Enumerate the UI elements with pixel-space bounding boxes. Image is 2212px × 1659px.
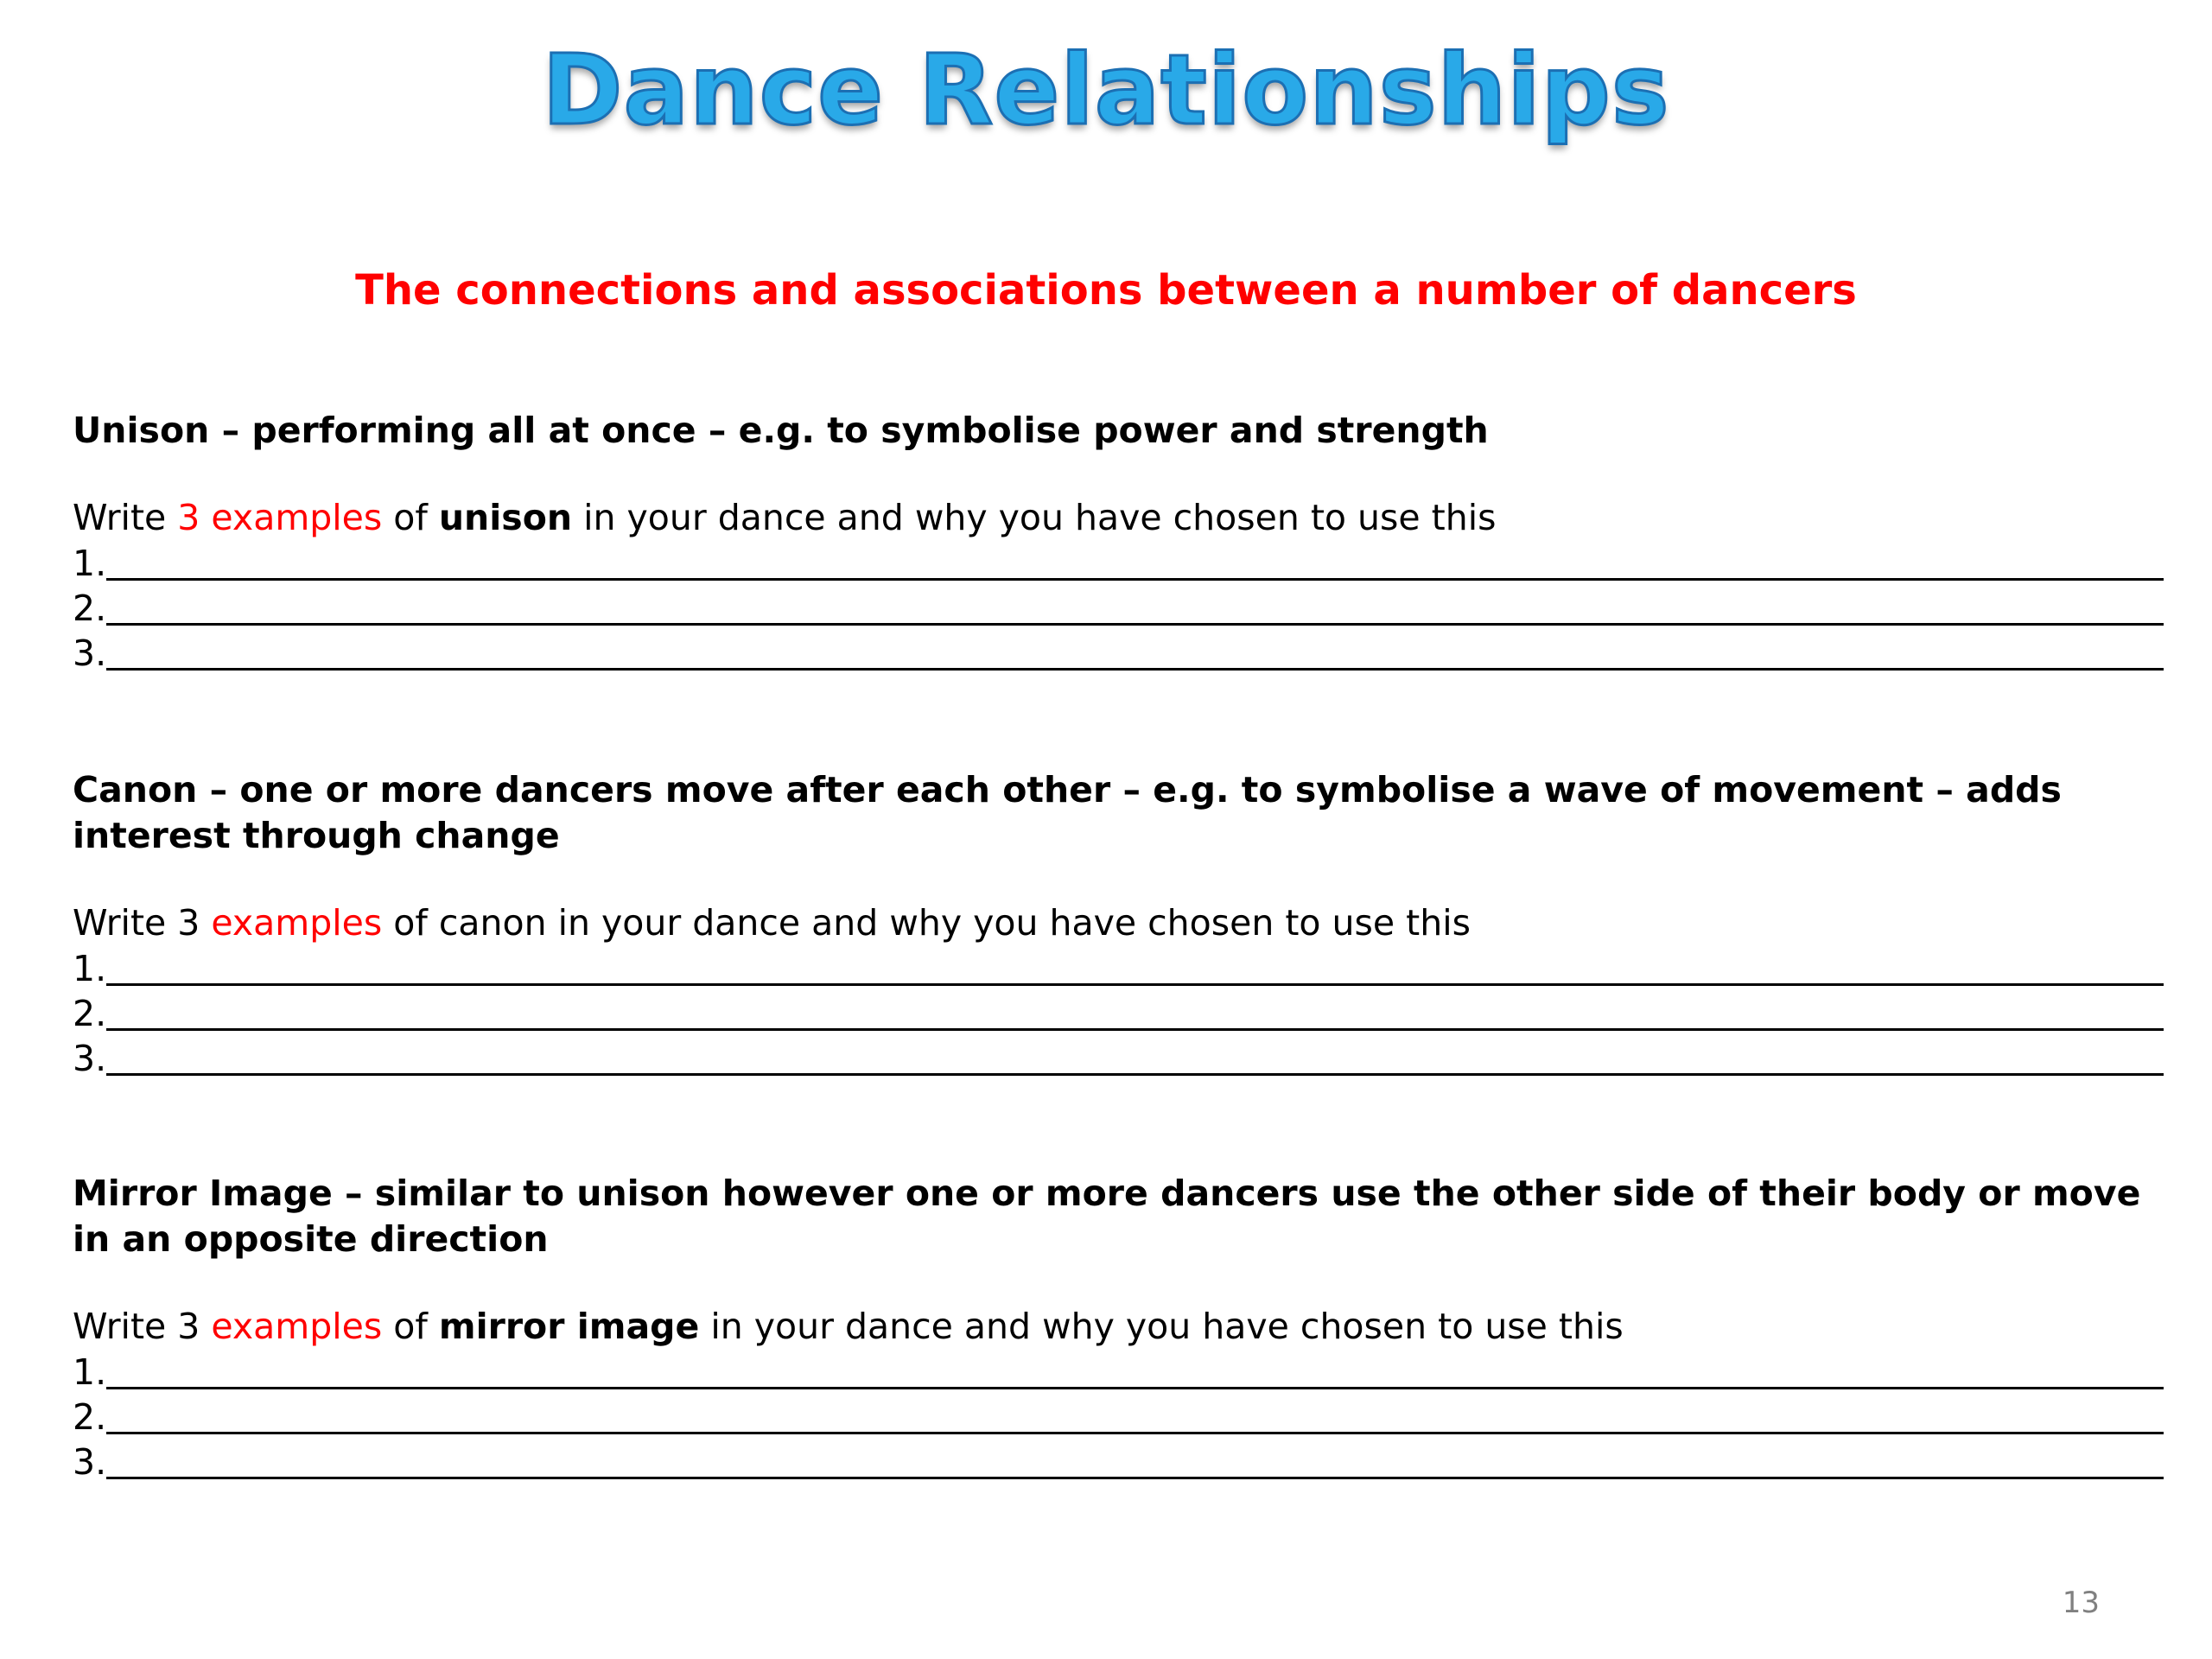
answer-line[interactable] xyxy=(73,1395,2164,1440)
answer-rule xyxy=(106,1028,2164,1031)
answer-rule xyxy=(106,668,2164,671)
section-prompt xyxy=(73,900,2164,946)
answer-number: 2. xyxy=(73,588,107,629)
section-heading: Mirror Image – similar to unison however one or more dancers use the other side of their body or move in an opposite direction xyxy=(73,1173,2141,1260)
prompt-text: Write 3 xyxy=(73,902,212,944)
answer-number: 1. xyxy=(73,543,107,584)
prompt-text: of xyxy=(382,497,439,538)
answer-rule xyxy=(106,1387,2164,1389)
answer-rule xyxy=(106,623,2164,626)
answer-rule xyxy=(106,1432,2164,1434)
answer-line[interactable] xyxy=(73,991,2164,1036)
answer-number: 1. xyxy=(73,1351,107,1393)
section-unison xyxy=(73,408,2164,676)
page-title: Dance Relationships xyxy=(542,35,1670,147)
section-canon xyxy=(73,767,2164,1081)
answer-rule xyxy=(106,1073,2164,1076)
answer-number: 2. xyxy=(73,993,107,1034)
answer-line[interactable] xyxy=(73,1036,2164,1081)
prompt-term: unison xyxy=(438,497,573,538)
answer-line[interactable] xyxy=(73,541,2164,586)
prompt-examples: examples xyxy=(211,902,383,944)
section-mirror-image xyxy=(73,1171,2164,1484)
answer-line[interactable] xyxy=(73,631,2164,676)
prompt-examples: examples xyxy=(211,1306,383,1347)
answer-line[interactable] xyxy=(73,586,2164,631)
prompt-text: of xyxy=(382,1306,439,1347)
answer-rule xyxy=(106,578,2164,581)
page-number: 13 xyxy=(2062,1586,2100,1620)
prompt-text: in your dance and why you have chosen to use this xyxy=(699,1306,1624,1347)
section-prompt xyxy=(73,1304,2164,1350)
answer-rule xyxy=(106,1477,2164,1479)
answer-number: 1. xyxy=(73,948,107,989)
page-subtitle: The connections and associations between a number of dancers xyxy=(355,266,1857,315)
prompt-count: 3 xyxy=(177,497,200,538)
answer-line[interactable] xyxy=(73,1440,2164,1484)
answer-number: 2. xyxy=(73,1396,107,1438)
answer-number: 3. xyxy=(73,1038,107,1079)
prompt-text: Write xyxy=(73,497,178,538)
section-prompt xyxy=(73,495,2164,541)
section-heading: Unison – performing all at once – e.g. to symbolise power and strength xyxy=(73,410,1489,451)
answer-number: 3. xyxy=(73,1441,107,1483)
prompt-text: Write 3 xyxy=(73,1306,212,1347)
prompt-text: of canon in your dance and why you have chosen to use this xyxy=(382,902,1471,944)
answer-line[interactable] xyxy=(73,1350,2164,1395)
answer-rule xyxy=(106,983,2164,986)
prompt-examples: examples xyxy=(211,497,383,538)
prompt-term: mirror image xyxy=(438,1306,700,1347)
answer-number: 3. xyxy=(73,632,107,674)
answer-line[interactable] xyxy=(73,946,2164,991)
section-heading: Canon – one or more dancers move after each other – e.g. to symbolise a wave of movement – adds interest through change xyxy=(73,769,2062,856)
prompt-text: in your dance and why you have chosen to use this xyxy=(572,497,1497,538)
